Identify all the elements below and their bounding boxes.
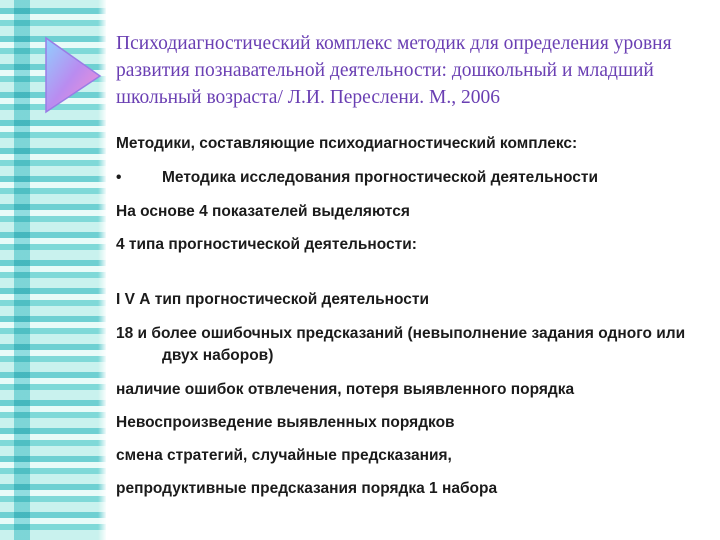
bullet-item	[116, 167, 716, 189]
content-line: Невоспроизведение выявленных порядков	[116, 414, 455, 431]
content-line: репродуктивные предсказания порядка 1 набора	[116, 480, 498, 497]
content-line: 18 и более ошибочных предсказаний (невыполнение задания одного или двух наборов)	[116, 325, 686, 364]
content-line: На основе 4 показателей выделяются	[116, 203, 410, 220]
bullet-text: Методика исследования прогностической деятельности	[162, 169, 599, 186]
content-line: Методики, составляющие психодиагностический комплекс:	[116, 135, 578, 152]
arrow-icon	[44, 36, 102, 114]
content-line: смена стратегий, случайные предсказания,	[116, 447, 452, 464]
content-line: 4 типа прогностической деятельности:	[116, 236, 417, 253]
content-line: наличие ошибок отвлечения, потеря выявленного порядка	[116, 381, 575, 398]
spacer	[116, 268, 716, 290]
bullet-marker: •	[116, 169, 122, 186]
slide-content	[116, 134, 716, 512]
slide-title: Психодиагностический комплекс методик для определения уровня развития познавательной деятельности: дошкольный и младший школьный возраста/ Л.И. Переслени. М., 2006	[116, 33, 672, 108]
content-line: I V А тип прогностической деятельности	[116, 291, 430, 308]
